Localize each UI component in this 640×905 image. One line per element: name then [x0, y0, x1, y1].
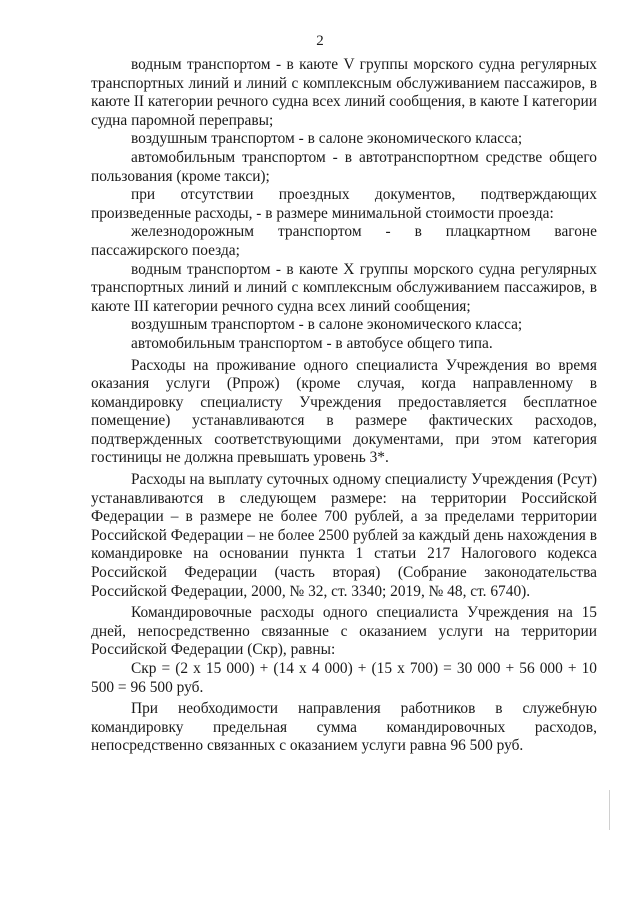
paragraph-accommodation-costs: Расходы на проживание одного специалиста Учреждения во время оказания услуги (Рпрож) (кроме случая, когда направленному в командировку специалисту Учреждения предоставляется бесплатное помещение) устанавливаются в размере фактических расходов, подтвержденных соответствующими документами, при этом категория гостиницы не должна превышать уровень 3*. [91, 356, 597, 467]
paragraph-water-transport-v: водным транспортом - в каюте V группы морского судна регулярных транспортных линий и линий с комплексным обслуживанием пассажиров, в каюте II категории речного судна всех линий сообщения, в каюте I категории судна паромной переправы; [91, 56, 597, 129]
paragraph-air-transport-economy-2: воздушным транспортом - в салоне экономического класса; [131, 316, 523, 334]
paragraph-max-travel-sum: При необходимости направления работников в служебную командировку предельная сумма командировочных расходов, непосредственно связанных с оказанием услуги равна 96 500 руб. [91, 700, 597, 755]
paragraph-travel-costs-15-days: Командировочные расходы одного специалиста Учреждения на 15 дней, непосредственно связанные с оказанием услуги на территории Российской Федерации (Скр), равны: [91, 604, 597, 659]
paragraph-air-transport-economy: воздушным транспортом - в салоне экономического класса; [131, 130, 523, 148]
formula-skr: Скр = (2 х 15 000) + (14 х 4 000) + (15 х 700) = 30 000 + 56 000 + 10 500 = 96 500 руб. [91, 660, 597, 696]
paragraph-railway-transport: железнодорожным транспортом - в плацкартном вагоне пассажирского поезда; [91, 223, 597, 259]
paragraph-daily-allowance: Расходы на выплату суточных одному специалисту Учреждения (Рсут) устанавливаются в следующем размере: на территории Российской Федерации – в размере не более 700 рублей, а за пределами территории Российской Федерации – не более 2500 рублей за каждый день нахождения в командировке на основании пункта 1 статьи 217 Налогового кодекса Российской Федерации (часть вторая) (Собрание законодательства Российской Федерации, 2000, № 32, ст. 3340; 2019, № 48, ст. 6740). [91, 471, 597, 600]
page-number: 2 [316, 33, 324, 49]
scan-artifact-line [609, 790, 610, 830]
paragraph-water-transport-x: водным транспортом - в каюте X группы морского судна регулярных транспортных линий и линий с комплексным обслуживанием пассажиров, в каюте III категории речного судна всех линий сообщения; [91, 260, 597, 315]
paragraph-no-travel-documents: при отсутствии проездных документов, подтверждающих произведенные расходы, - в размере минимальной стоимости проезда: [91, 186, 597, 222]
paragraph-auto-transport-public: автомобильным транспортом - в автотранспортном средстве общего пользования (кроме такси); [91, 148, 597, 185]
document-body [91, 56, 597, 756]
paragraph-auto-transport-bus: автомобильным транспортом - в автобусе общего типа. [131, 334, 493, 352]
